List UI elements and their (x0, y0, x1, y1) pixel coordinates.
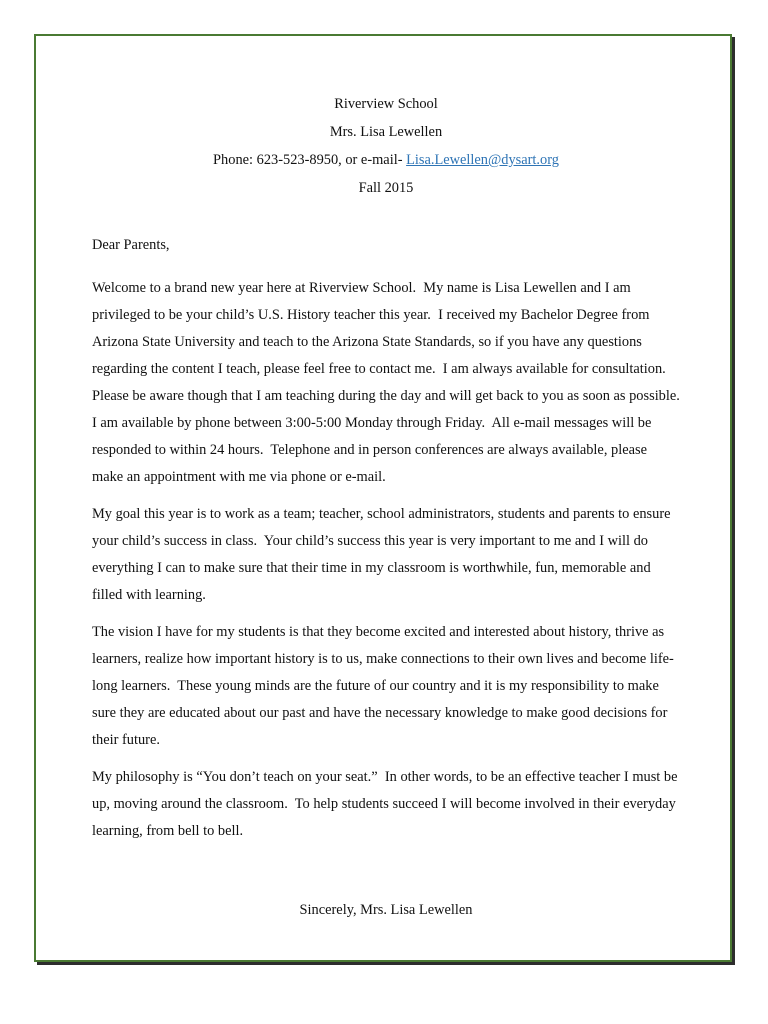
term: Fall 2015 (358, 180, 414, 196)
paragraph-welcome: Welcome to a brand new year here at Riverview School. My name is Lisa Lewellen and I am privileged to be your child’s U.S. History teacher this year. I received my Bachelor Degree from Arizona State University and teach to the Arizona State Standards, so if you have any questions regarding the content I teach, please feel free to contact me. I am always available for consultation. Please be aware though that I am teaching during the day and will get back to you as soon as possible. I am available by phone between 3:00-5:00 Monday through Friday. All e-mail messages will be responded to within 24 hours. Telephone and in person conferences are always available, please make an appointment with me via phone or e-mail. (92, 280, 688, 485)
letter-header (92, 90, 680, 202)
contact-line (92, 146, 680, 174)
paragraph-goal: My goal this year is to work as a team; teacher, school administrators, students and parents to ensure your child’s success in class. Your child’s success this year is very important to me and I will do everything I can to make sure that their time in my classroom is worthwhile, fun, memorable and filled with learning. (92, 506, 675, 603)
phone-text: Phone: 623-523-8950, or e-mail- (213, 152, 407, 168)
paragraph-philosophy: My philosophy is “You don’t teach on your seat.” In other words, to be an effective teacher I must be up, moving around the classroom. To help students succeed I will become involved in their everyday learning, from bell to bell. (92, 769, 682, 839)
letter-body (92, 90, 688, 924)
email-link[interactable]: Lisa.Lewellen@dysart.org (406, 152, 559, 168)
salutation: Dear Parents, (92, 237, 170, 253)
teacher-name: Mrs. Lisa Lewellen (329, 124, 443, 140)
closing-signature: Sincerely, Mrs. Lisa Lewellen (299, 902, 473, 918)
school-name: Riverview School (334, 96, 438, 112)
document-page (34, 34, 732, 962)
paragraph-vision: The vision I have for my students is that they become excited and interested about history, thrive as learners, realize how important history is to us, make connections to their own lives and become life-long learners. These young minds are the future of our country and it is my responsibility to make sure they are educated about our past and have the necessary knowledge to make good decisions for their future. (92, 624, 674, 748)
